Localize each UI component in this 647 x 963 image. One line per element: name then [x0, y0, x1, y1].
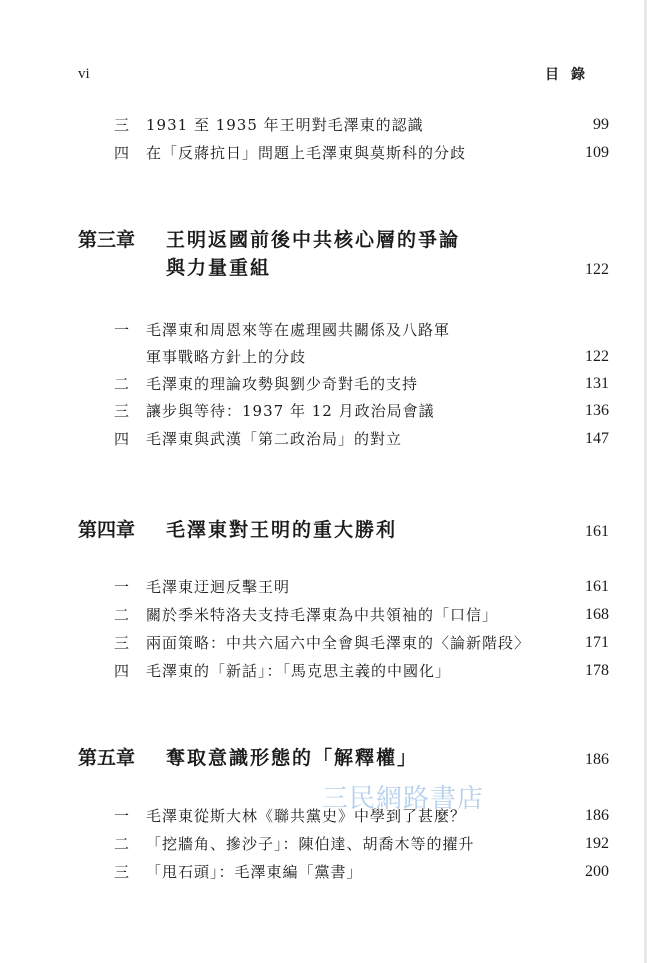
entry-title: 軍事戰略方針上的分歧 — [146, 348, 307, 366]
entry-title: 毛澤東與武漢「第二政治局」的對立 — [146, 430, 403, 448]
toc-entry[interactable] — [0, 426, 647, 452]
entry-page: 122 — [585, 348, 609, 365]
entry-number: 二 — [114, 606, 130, 624]
toc-entry[interactable] — [0, 859, 647, 885]
entry-number: 三 — [114, 634, 130, 652]
entry-number: 三 — [114, 863, 130, 881]
running-header-title: 目錄 — [545, 67, 597, 83]
toc-entry[interactable] — [0, 803, 647, 829]
entry-number: 四 — [114, 662, 130, 680]
entry-page: 99 — [593, 116, 609, 133]
chapter-title-line2: 與力量重組 — [166, 257, 272, 279]
page-number-label: vi — [78, 66, 90, 82]
toc-entry[interactable] — [0, 398, 647, 424]
chapter-label: 第三章 — [78, 229, 136, 251]
entry-page: 178 — [585, 662, 609, 679]
entry-page: 109 — [585, 144, 609, 161]
entry-number: 二 — [114, 835, 130, 853]
entry-page: 186 — [585, 807, 609, 824]
entry-number: 三 — [114, 116, 130, 134]
toc-entry[interactable] — [0, 602, 647, 628]
entry-title: 關於季米特洛夫支持毛澤東為中共領袖的「口信」 — [146, 606, 499, 624]
toc-entry[interactable] — [0, 831, 647, 857]
entry-number: 一 — [114, 807, 130, 825]
entry-number: 一 — [114, 578, 130, 596]
chapter-page: 186 — [585, 751, 609, 768]
chapter-page: 122 — [585, 261, 609, 278]
entry-page: 131 — [585, 375, 609, 392]
chapter-page: 161 — [585, 523, 609, 540]
bookstore-watermark: 三民網路書店 — [322, 784, 485, 814]
toc-entry[interactable] — [0, 630, 647, 656]
entry-page: 168 — [585, 606, 609, 623]
chapter-label: 第四章 — [78, 519, 136, 541]
entry-page: 161 — [585, 578, 609, 595]
entry-title: 1931 至 1935 年王明對毛澤東的認識 — [146, 116, 424, 134]
entry-page: 147 — [585, 430, 609, 447]
entry-page: 171 — [585, 634, 609, 651]
entry-number: 一 — [114, 321, 130, 339]
entry-page: 192 — [585, 835, 609, 852]
entry-title: 「甩石頭」：毛澤東編「黨書」 — [146, 863, 363, 881]
entry-page: 136 — [585, 402, 609, 419]
entry-number: 二 — [114, 375, 130, 393]
chapter-title: 毛澤東對王明的重大勝利 — [166, 519, 398, 541]
toc-entry[interactable] — [0, 658, 647, 684]
toc-entry[interactable] — [0, 317, 647, 343]
entry-number: 三 — [114, 402, 130, 420]
entry-number: 四 — [114, 144, 130, 162]
toc-entry[interactable] — [0, 140, 647, 166]
entry-title: 毛澤東和周恩來等在處理國共關係及八路軍 — [146, 321, 451, 339]
entry-title: 毛澤東的理論攻勢與劉少奇對毛的支持 — [146, 375, 419, 393]
entry-title: 毛澤東從斯大林《聯共黨史》中學到了甚麼？ — [146, 807, 467, 825]
toc-entry-continuation[interactable] — [0, 344, 647, 370]
entry-title: 「挖牆角、摻沙子」：陳伯達、胡喬木等的擢升 — [146, 835, 475, 853]
toc-entry[interactable] — [0, 371, 647, 397]
entry-page: 200 — [585, 863, 609, 880]
entry-title: 兩面策略：中共六屆六中全會與毛澤東的〈論新階段〉 — [146, 634, 531, 652]
chapter-title: 奪取意識形態的「解釋權」 — [166, 747, 419, 769]
chapter-label: 第五章 — [78, 747, 136, 769]
entry-title: 毛澤東迂迴反擊王明 — [146, 578, 291, 596]
toc-entry[interactable] — [0, 112, 647, 138]
chapter-title-line1: 王明返國前後中共核心層的爭論 — [166, 229, 461, 251]
entry-title: 毛澤東的「新話」：「馬克思主義的中國化」 — [146, 662, 452, 680]
toc-entry[interactable] — [0, 574, 647, 600]
entry-title: 讓步與等待：1937 年 12 月政治局會議 — [146, 402, 435, 420]
entry-number: 四 — [114, 430, 130, 448]
entry-title: 在「反蔣抗日」問題上毛澤東與莫斯科的分歧 — [146, 144, 467, 162]
